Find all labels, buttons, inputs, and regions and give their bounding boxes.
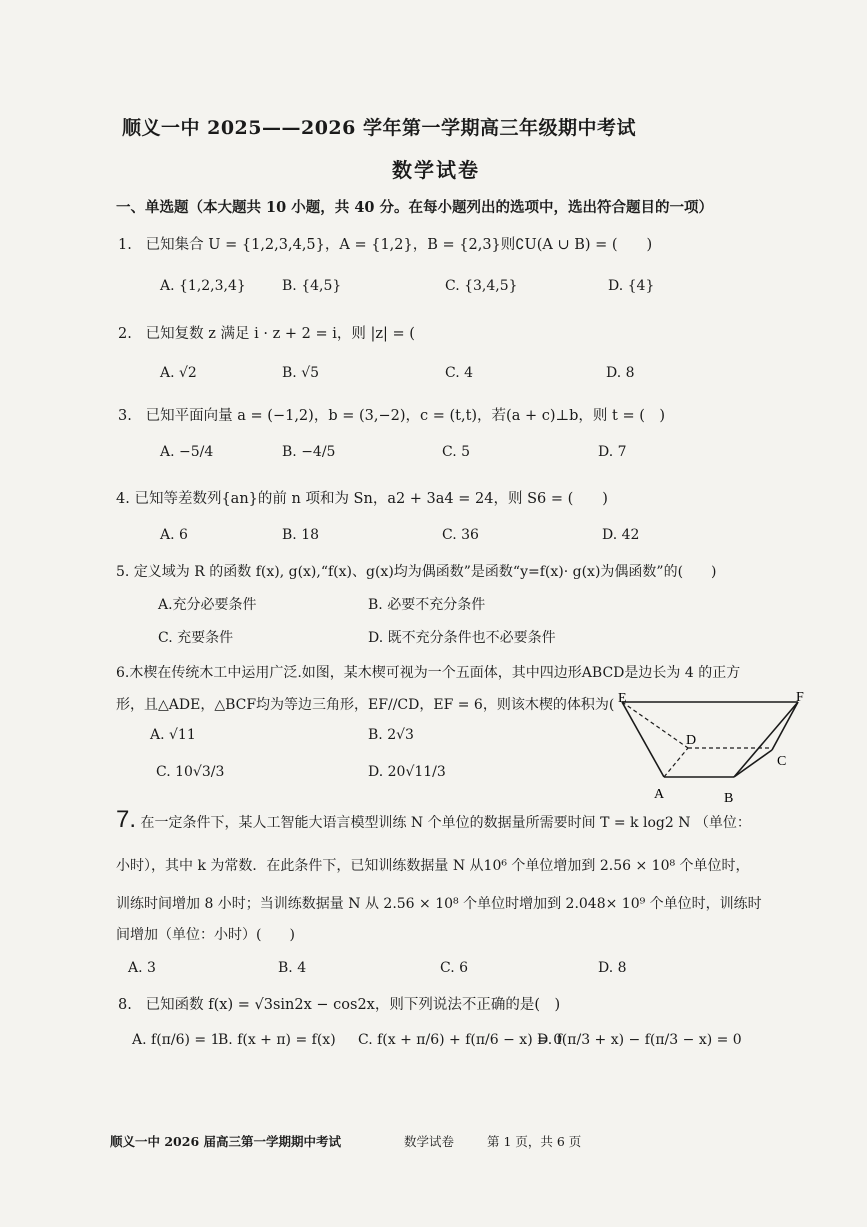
option-c: C. 36 bbox=[442, 527, 479, 543]
label-c: C bbox=[777, 754, 787, 769]
question-7-line-1 bbox=[116, 806, 751, 834]
exam-title: 顺义一中 2025——2026 学年第一学期高三年级期中考试 bbox=[122, 117, 636, 139]
question-number: 8. bbox=[118, 997, 132, 1013]
question-7-line-3: 训练时间增加 8 小时；当训练数据量 N 从 2.56 × 10⁸ 个单位时增加到 2.048× 10⁹ 个单位时，训练时 bbox=[116, 896, 762, 912]
option-a: A. 3 bbox=[128, 960, 156, 976]
option-b: B. {4,5} bbox=[282, 278, 342, 294]
question-number: 2. bbox=[118, 326, 132, 342]
option-d: D. 20√11/3 bbox=[368, 764, 446, 780]
edge-bf bbox=[734, 702, 798, 777]
option-c: C. 4 bbox=[445, 365, 474, 381]
wedge-figure bbox=[600, 680, 815, 810]
label-a: A bbox=[654, 787, 665, 802]
option-c: C. {3,4,5} bbox=[445, 278, 518, 294]
question-number: 5. bbox=[116, 564, 130, 580]
question-7-line-4: 间增加（单位：小时）( ) bbox=[116, 927, 295, 943]
footer-subject: 数学试卷 bbox=[404, 1134, 455, 1149]
question-5 bbox=[116, 561, 717, 581]
option-d: D. 既不充分条件也不必要条件 bbox=[368, 630, 556, 646]
option-c: C. 10√3/3 bbox=[156, 764, 225, 780]
hidden-edge-ed bbox=[622, 702, 688, 748]
edge-ea bbox=[622, 702, 664, 777]
label-b: B bbox=[724, 791, 734, 806]
option-b: B. 必要不充分条件 bbox=[368, 597, 486, 613]
question-stem: 已知复数 z 满足 i · z + 2 = i，则 |z| = ( bbox=[145, 326, 415, 342]
option-b: B. √5 bbox=[282, 365, 320, 381]
option-b: B. f(x + π) = f(x) bbox=[218, 1032, 336, 1048]
question-number: 6. bbox=[116, 665, 130, 681]
option-d: D. 7 bbox=[598, 444, 627, 460]
option-c: C. 5 bbox=[442, 444, 471, 460]
label-e: E bbox=[618, 691, 627, 706]
footer-page-number: 第 1 页，共 6 页 bbox=[487, 1134, 582, 1149]
question-2 bbox=[118, 322, 415, 343]
label-d: D bbox=[686, 733, 697, 748]
question-1 bbox=[118, 233, 652, 254]
option-a: A. {1,2,3,4} bbox=[160, 278, 246, 294]
option-c: C. f(x + π/6) + f(π/6 − x) = 0 bbox=[358, 1032, 563, 1048]
option-b: B. 4 bbox=[278, 960, 307, 976]
question-stem: 已知平面向量 a = (−1,2)，b = (3,−2)，c = (t,t)，若(a + c)⊥b，则 t = ( ) bbox=[145, 408, 666, 424]
option-d: D. f(π/3 + x) − f(π/3 − x) = 0 bbox=[537, 1032, 742, 1048]
section-heading: 一、单选题（本大题共 10 小题，共 40 分。在每小题列出的选项中，选出符合题目的一项） bbox=[116, 199, 714, 216]
option-a: A. √11 bbox=[150, 727, 196, 743]
footer-exam-name: 顺义一中 2026 届高三第一学期期中考试 bbox=[110, 1134, 341, 1149]
option-b: B. 18 bbox=[282, 527, 320, 543]
question-stem: 已知等差数列{an}的前 n 项和为 Sn，a2 + 3a4 = 24，则 S6 = ( ) bbox=[134, 491, 608, 507]
question-4 bbox=[116, 487, 608, 508]
question-stem: 已知集合 U = {1,2,3,4,5}，A = {1,2}，B = {2,3}则∁U(A ∪ B) = ( ) bbox=[145, 237, 653, 253]
question-number: 7. bbox=[116, 806, 137, 833]
option-b: B. −4/5 bbox=[282, 444, 336, 460]
option-b: B. 2√3 bbox=[368, 727, 414, 743]
option-c: C. 6 bbox=[440, 960, 469, 976]
option-d: D. 8 bbox=[606, 365, 635, 381]
option-a: A. 6 bbox=[160, 527, 188, 543]
option-a: A. √2 bbox=[160, 365, 197, 381]
question-stem: 已知函数 f(x) = √3sin2x − cos2x，则下列说法不正确的是( ) bbox=[145, 997, 561, 1013]
question-stem: 木楔在传统木工中运用广泛.如图，某木楔可视为一个五面体，其中四边形ABCD是边长为 4 的正方 bbox=[129, 665, 741, 681]
option-a: A. f(π/6) = 1 bbox=[132, 1032, 220, 1048]
question-stem: 在一定条件下，某人工智能大语言模型训练 N 个单位的数据量所需要时间 T = k log2 N （单位： bbox=[140, 815, 751, 831]
question-number: 1. bbox=[118, 237, 132, 253]
option-d: D. {4} bbox=[608, 278, 655, 294]
exam-subtitle: 数学试卷 bbox=[392, 158, 480, 182]
label-f: F bbox=[796, 690, 804, 705]
question-6-line-2: 形，且△ADE，△BCF均为等边三角形，EF//CD，EF = 6，则该木楔的体积为( bbox=[116, 697, 615, 713]
question-6-line-1 bbox=[116, 662, 740, 682]
question-7-line-2: 小时），其中 k 为常数．在此条件下，已知训练数据量 N 从10⁶ 个单位增加到 2.56 × 10⁸ 个单位时， bbox=[116, 858, 750, 874]
option-d: D. 42 bbox=[602, 527, 640, 543]
question-number: 4. bbox=[116, 491, 130, 507]
option-a: A.充分必要条件 bbox=[158, 597, 257, 613]
option-c: C. 充要条件 bbox=[158, 630, 234, 646]
question-number: 3. bbox=[118, 408, 132, 424]
question-3 bbox=[118, 404, 665, 425]
edge-cf bbox=[772, 702, 798, 750]
question-stem: 定义域为 R 的函数 f(x), g(x),“f(x)、g(x)均为偶函数”是函数“y=f(x)· g(x)为偶函数”的( ) bbox=[133, 564, 717, 580]
option-a: A. −5/4 bbox=[160, 444, 214, 460]
hidden-edge-ad bbox=[664, 748, 688, 777]
question-8 bbox=[118, 993, 560, 1014]
option-d: D. 8 bbox=[598, 960, 627, 976]
